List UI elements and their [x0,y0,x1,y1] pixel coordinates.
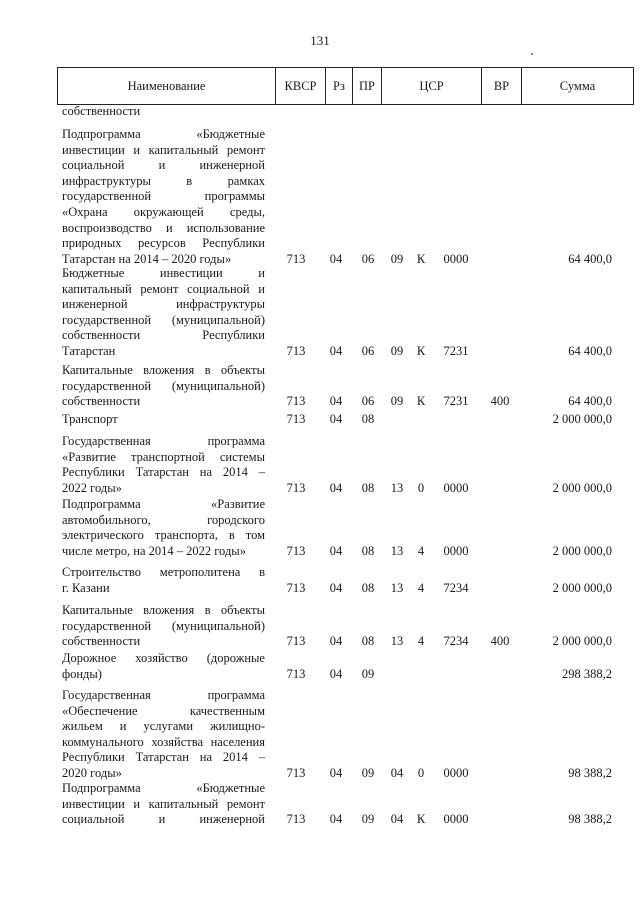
pr-cell: 06 [361,344,375,358]
row-name-line: социальной и инженерной [62,158,265,173]
rz-cell: 04 [329,766,343,780]
csr-direction-cell: 7234 [443,580,469,595]
row-name-line: коммунального хозяйства населения [62,734,265,749]
row-name-line: г. Казани [62,580,110,595]
row-name [62,363,265,410]
pr-cell: 08 [361,634,375,649]
sum-cell: 2 000 000,0 [552,580,612,595]
kvsr-cell: 713 [286,394,306,409]
rz-cell: 04 [329,412,343,426]
header-name: Наименование [58,68,276,104]
row-name-line: Татарстан на 2014 – 2020 годы» [62,251,232,266]
csr-program-cell: 04 [390,766,404,780]
row-name-line: государственной программы [62,189,265,204]
pr-cell: 09 [361,666,375,681]
csr-subprogram-cell: К [416,394,426,409]
row-name-line: Транспорт [62,412,118,426]
csr-direction-cell: 0000 [443,812,469,827]
row-name [62,266,265,360]
csr-subprogram-cell: 0 [417,480,425,495]
kvsr-cell: 713 [286,666,306,681]
row-name [62,412,265,428]
row-name-line: инвестиции и капитальный ремонт [62,796,265,811]
pr-cell: 08 [361,580,375,595]
scan-speck [531,53,533,55]
kvsr-cell: 713 [286,634,306,649]
table-header [57,67,634,105]
row-name-line: социальной и инженерной [62,812,265,827]
sum-cell: 64 400,0 [568,251,612,266]
row-name-line: Строительство метрополитена в [62,565,265,579]
csr-subprogram-cell: К [416,812,426,827]
page-number: 131 [310,33,330,48]
header-kvsr: КВСР [276,68,326,104]
row-name-line: государственной (муниципальной) [62,312,265,327]
csr-program-cell: 09 [390,251,404,266]
row-name [62,688,265,782]
csr-program-cell: 13 [390,634,404,649]
row-name-line: Республики Татарстан на 2014 – [62,750,265,765]
csr-direction-cell: 0000 [443,251,469,266]
row-name-line: «Охрана окружающей среды, [62,204,265,219]
row-name-line: 2022 годы» [62,480,122,495]
row-name-line: Государственная программа [62,688,265,702]
rz-cell: 04 [329,251,343,266]
pr-cell: 06 [361,394,375,409]
kvsr-cell: 713 [286,812,306,827]
row-name-line: природных ресурсов Республики [62,236,265,251]
rz-cell: 04 [329,480,343,495]
row-name-line: «Обеспечение качественным [62,703,265,718]
row-name-line: Подпрограмма «Развитие [62,497,265,511]
rz-cell: 04 [329,580,343,595]
csr-subprogram-cell: К [416,344,426,358]
row-name-line: Государственная программа [62,434,265,448]
rz-cell: 04 [329,394,343,409]
rz-cell: 04 [329,634,343,649]
header-vr: ВР [482,68,522,104]
rz-cell: 04 [329,812,343,827]
rz-cell: 04 [329,344,343,358]
header-rz: Рз [326,68,353,104]
row-name [62,565,265,596]
csr-direction-cell: 7231 [443,394,469,409]
kvsr-cell: 713 [286,344,306,358]
row-name-line: собственности [62,394,141,409]
row-name [62,651,265,682]
row-name-line: капитальный ремонт социальной и [62,281,265,296]
row-name-line: Капитальные вложения в объекты [62,363,265,377]
sum-cell: 64 400,0 [568,344,612,358]
sum-cell: 298 388,2 [562,666,612,681]
csr-direction-cell: 0000 [443,543,469,558]
row-name-line: Подпрограмма «Бюджетные [62,781,265,795]
row-name [62,603,265,650]
row-name-line: Капитальные вложения в объекты [62,603,265,617]
sum-cell: 98 388,2 [568,766,612,780]
csr-subprogram-cell: 4 [417,634,425,649]
vr-cell: 400 [490,634,510,649]
row-name [62,434,265,496]
row-name-line: собственности [62,634,141,649]
row-name-line: государственной (муниципальной) [62,378,265,393]
row-name-line: 2020 годы» [62,765,122,780]
row-name-line: Республики Татарстан на 2014 – [62,465,265,480]
header-sum: Сумма [559,78,596,93]
row-name-line: инфраструктуры в рамках [62,173,265,188]
row-name-line: собственности Республики [62,328,265,343]
csr-subprogram-cell: 0 [417,766,425,780]
pr-cell: 08 [361,412,375,426]
sum-cell: 2 000 000,0 [552,480,612,495]
row-name-line: электрического транспорта, в том [62,528,265,543]
csr-direction-cell: 7231 [443,344,469,358]
kvsr-cell: 713 [286,580,306,595]
csr-program-cell: 09 [390,344,404,358]
csr-subprogram-cell: 4 [417,580,425,595]
csr-program-cell: 09 [390,394,404,409]
pr-cell: 09 [361,812,375,827]
row-name-line: государственной (муниципальной) [62,618,265,633]
carryover-text: собственности [62,104,141,118]
csr-direction-cell: 0000 [443,480,469,495]
row-name-line: «Развитие транспортной системы [62,449,265,464]
row-name-line: Татарстан [62,343,116,358]
csr-direction-cell: 0000 [443,766,469,780]
pr-cell: 08 [361,480,375,495]
csr-program-cell: 13 [390,580,404,595]
row-name-line: инженерной инфраструктуры [62,297,265,312]
sum-cell: 98 388,2 [568,812,612,827]
row-name-line: автомобильного, городского [62,512,265,527]
rz-cell: 04 [329,666,343,681]
sum-cell: 64 400,0 [568,394,612,409]
row-name-line: Бюджетные инвестиции и [62,266,265,280]
sum-cell: 2 000 000,0 [552,634,612,649]
row-name-line: числе метро, на 2014 – 2022 годы» [62,543,246,558]
csr-direction-cell: 7234 [443,634,469,649]
csr-program-cell: 13 [390,480,404,495]
kvsr-cell: 713 [286,766,306,780]
header-pr: ПР [353,68,382,104]
row-name [62,127,265,267]
row-name-line: Дорожное хозяйство (дорожные [62,651,265,665]
row-name-line: фонды) [62,666,102,681]
header-csr: ЦСР [382,68,482,104]
sum-cell: 2 000 000,0 [552,412,612,426]
row-name-line: инвестиции и капитальный ремонт [62,142,265,157]
kvsr-cell: 713 [286,251,306,266]
kvsr-cell: 713 [286,412,306,426]
row-name [62,781,265,828]
csr-subprogram-cell: К [416,251,426,266]
csr-program-cell: 13 [390,543,404,558]
rz-cell: 04 [329,543,343,558]
pr-cell: 06 [361,251,375,266]
kvsr-cell: 713 [286,543,306,558]
row-name-line: воспроизводство и использование [62,220,265,235]
kvsr-cell: 713 [286,480,306,495]
row-name [62,497,265,559]
row-name-line: Подпрограмма «Бюджетные [62,127,265,141]
row-name-line: жильем и услугами жилищно- [62,719,265,734]
pr-cell: 08 [361,543,375,558]
vr-cell: 400 [490,394,510,409]
sum-cell: 2 000 000,0 [552,543,612,558]
csr-program-cell: 04 [390,812,404,827]
pr-cell: 09 [361,766,375,780]
csr-subprogram-cell: 4 [417,543,425,558]
